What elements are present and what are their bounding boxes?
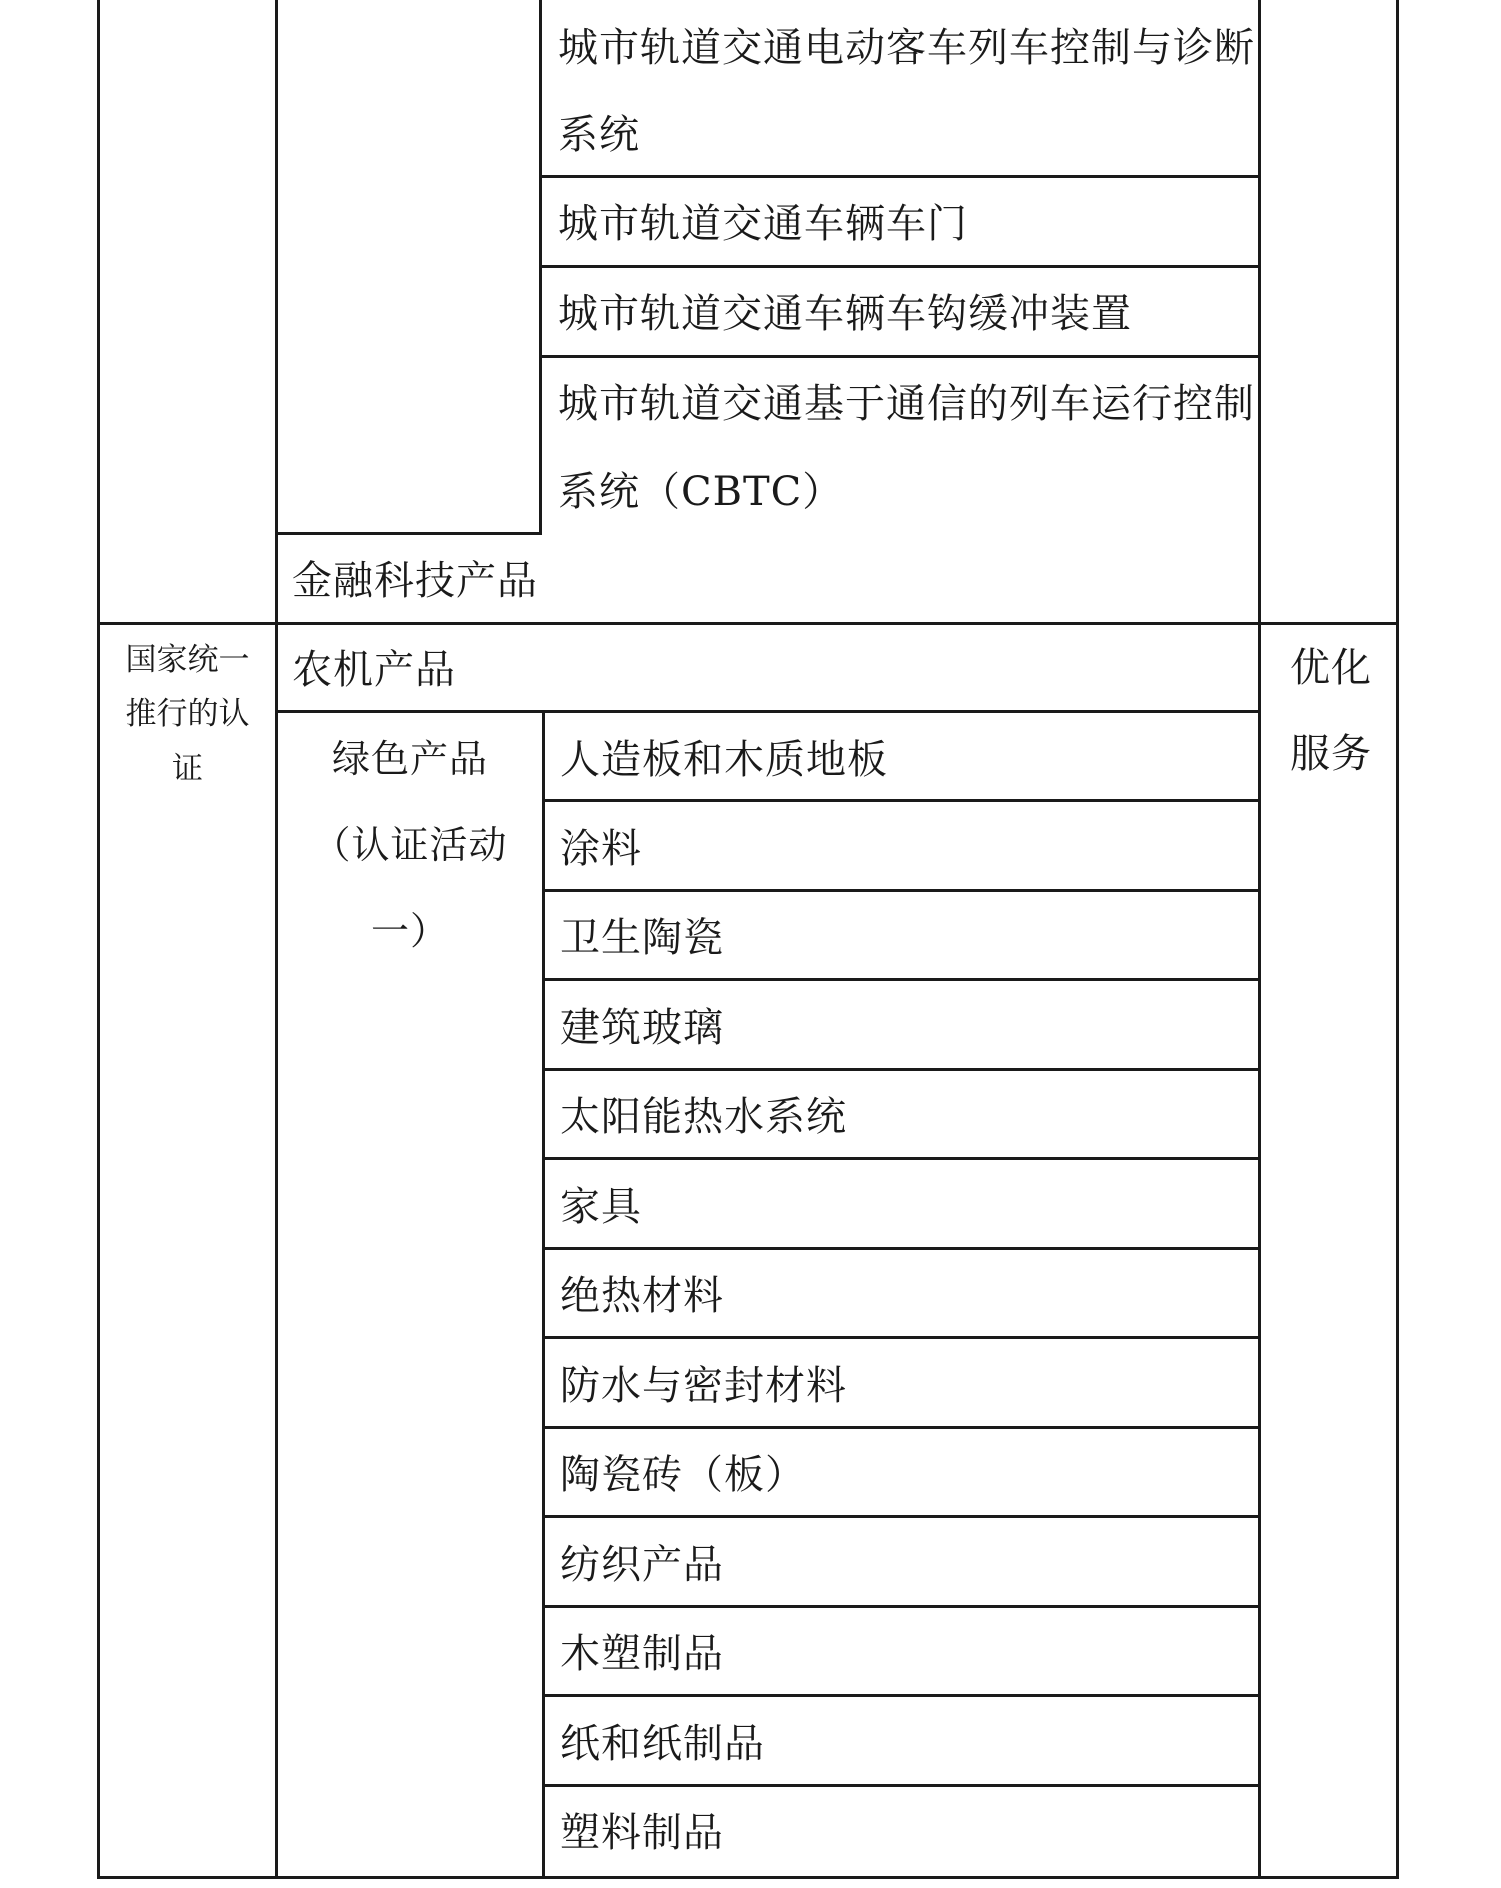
category-cell: 推行的认 bbox=[125, 696, 250, 732]
table-border-left bbox=[97, 0, 100, 1878]
row-divider bbox=[542, 1515, 1261, 1518]
table-cell: 建筑玻璃 bbox=[560, 1005, 724, 1051]
table-cell: 系统（CBTC） bbox=[558, 469, 844, 515]
row-divider bbox=[542, 1336, 1261, 1339]
table-cell: 城市轨道交通基于通信的列车运行控制 bbox=[558, 381, 1255, 427]
table-cell: 塑料制品 bbox=[560, 1810, 724, 1856]
row-divider bbox=[542, 889, 1261, 892]
row-divider bbox=[542, 799, 1261, 802]
group-label: （认证活动 bbox=[312, 823, 508, 867]
column-divider-3 bbox=[1258, 0, 1261, 1878]
measure-cell: 优化 bbox=[1290, 645, 1372, 691]
table-cell: 系统 bbox=[558, 112, 640, 158]
row-divider bbox=[542, 1247, 1261, 1250]
row-divider bbox=[539, 175, 1261, 178]
table-cell: 卫生陶瓷 bbox=[560, 915, 724, 961]
row-divider bbox=[542, 1784, 1261, 1787]
category-cell: 国家统一 bbox=[125, 642, 250, 678]
column-divider-2-lower bbox=[542, 712, 545, 1878]
table-border-bottom bbox=[97, 1876, 1399, 1879]
table-border-right bbox=[1396, 0, 1399, 1878]
table-cell: 防水与密封材料 bbox=[560, 1363, 847, 1409]
row-divider bbox=[542, 1426, 1261, 1429]
row-divider bbox=[275, 532, 542, 535]
row-divider bbox=[542, 978, 1261, 981]
row-divider bbox=[542, 1605, 1261, 1608]
row-divider bbox=[539, 355, 1261, 358]
table-cell: 纺织产品 bbox=[560, 1542, 724, 1588]
table-cell: 涂料 bbox=[560, 826, 642, 872]
row-divider bbox=[539, 265, 1261, 268]
table-cell: 陶瓷砖（板） bbox=[560, 1452, 806, 1498]
category-cell: 证 bbox=[172, 751, 203, 787]
table-cell: 金融科技产品 bbox=[292, 558, 538, 604]
section-divider bbox=[97, 622, 1399, 625]
group-label: 一） bbox=[370, 909, 449, 953]
table-cell: 城市轨道交通车辆车门 bbox=[558, 201, 968, 247]
row-divider bbox=[542, 1068, 1261, 1071]
table-cell: 人造板和木质地板 bbox=[560, 737, 888, 783]
table-cell: 太阳能热水系统 bbox=[560, 1094, 847, 1140]
table-cell: 绝热材料 bbox=[560, 1273, 724, 1319]
table-cell: 纸和纸制品 bbox=[560, 1721, 765, 1767]
row-divider bbox=[275, 710, 1261, 713]
row-divider bbox=[542, 1157, 1261, 1160]
row-divider bbox=[542, 1694, 1261, 1697]
measure-cell: 服务 bbox=[1290, 731, 1372, 777]
group-label: 绿色产品 bbox=[331, 737, 488, 781]
table-cell: 家具 bbox=[560, 1184, 642, 1230]
table-cell: 城市轨道交通车辆车钩缓冲装置 bbox=[558, 291, 1132, 337]
table-cell: 木塑制品 bbox=[560, 1631, 724, 1677]
table-cell: 农机产品 bbox=[292, 647, 456, 693]
table-cell: 城市轨道交通电动客车列车控制与诊断 bbox=[558, 25, 1255, 71]
